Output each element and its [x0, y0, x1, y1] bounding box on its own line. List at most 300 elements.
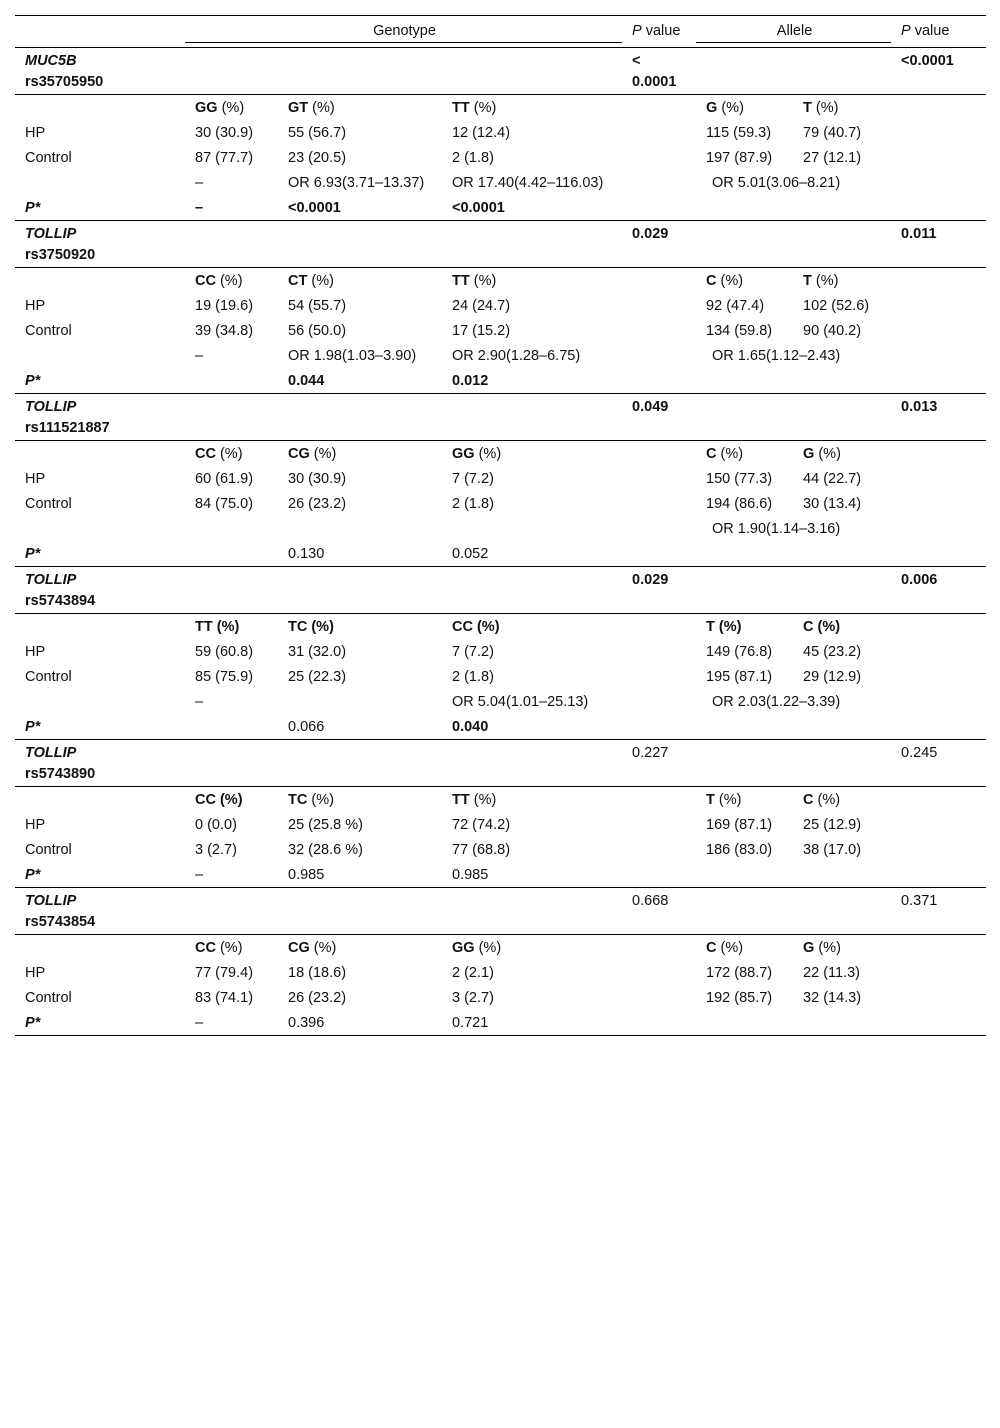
allele-col-1-code: C	[706, 273, 717, 289]
allele-p-value: 0.013	[891, 394, 986, 441]
allele-p-value: 0.006	[891, 567, 986, 614]
or-genotype-3: OR 2.90(1.28–6.75)	[452, 348, 581, 364]
empty-cell	[891, 541, 986, 567]
empty-cell	[442, 394, 622, 441]
empty-cell	[793, 888, 891, 935]
allele-col-2-code: C	[803, 792, 814, 808]
control-label: Control	[25, 669, 72, 685]
hp-row	[15, 466, 986, 491]
allele-col-2-pct: (%)	[813, 792, 841, 808]
p-star-genotype-1	[185, 368, 278, 394]
genotype-col-1-pct: (%)	[217, 100, 245, 116]
empty-cell	[622, 516, 696, 541]
empty-cell	[622, 862, 696, 888]
hp-row	[15, 639, 986, 664]
empty-cell	[185, 48, 278, 95]
empty-cell	[15, 95, 185, 121]
empty-cell	[278, 740, 442, 787]
genotype-value-3: 7 (7.2)	[452, 471, 494, 487]
gene-row	[15, 48, 986, 95]
genotype-col-3	[442, 268, 622, 294]
hp-label: HP	[25, 298, 46, 314]
subheader-row	[15, 441, 986, 467]
empty-cell	[622, 985, 696, 1010]
genotype-value-2: 55 (56.7)	[288, 125, 347, 141]
control-row	[15, 318, 986, 343]
allele-value-2: 38 (17.0)	[803, 842, 862, 858]
empty-cell	[793, 221, 891, 268]
empty-cell	[15, 787, 185, 813]
empty-cell	[891, 95, 986, 121]
allele-col-1-pct: (%)	[716, 940, 744, 956]
control-row	[15, 837, 986, 862]
empty-cell	[278, 567, 442, 614]
allele-value-1: 149 (76.8)	[706, 644, 773, 660]
or-allele: OR 2.03(1.22–3.39)	[712, 694, 841, 710]
genotype-value-1: 83 (74.1)	[195, 990, 254, 1006]
allele-col-2-code: C (%)	[803, 619, 841, 635]
empty-cell	[793, 541, 891, 567]
genotype-col-2-pct: (%)	[308, 100, 335, 116]
genotype-col-3-code: CC (%)	[452, 619, 500, 635]
empty-cell	[696, 862, 793, 888]
hp-row	[15, 293, 986, 318]
empty-cell	[622, 935, 696, 961]
snp-id: rs5743854	[25, 914, 96, 930]
allele-value-1: 197 (87.9)	[706, 150, 773, 166]
subheader-row	[15, 614, 986, 640]
allele-value-1: 92 (47.4)	[706, 298, 765, 314]
empty-cell	[696, 740, 793, 787]
empty-cell	[15, 268, 185, 294]
empty-cell	[891, 639, 986, 664]
genotype-value-2: 56 (50.0)	[288, 323, 347, 339]
allele-p-value: 0.245	[891, 740, 986, 787]
p-star-label: P*	[25, 867, 41, 883]
or-genotype-3	[442, 516, 622, 541]
allele-value-1: 134 (59.8)	[706, 323, 773, 339]
empty-cell	[15, 689, 185, 714]
genotype-value-2: 32 (28.6 %)	[288, 842, 363, 858]
genotype-value-1: 30 (30.9)	[195, 125, 254, 141]
allele-col-1-pct: (%)	[716, 446, 744, 462]
allele-col-2-code: G	[803, 940, 815, 956]
empty-cell	[622, 541, 696, 567]
gene-label	[15, 740, 185, 787]
allele-col-1-code: C	[706, 446, 717, 462]
gene-label	[15, 221, 185, 268]
genotype-col-1-code: CC	[195, 940, 216, 956]
gene-row	[15, 221, 986, 268]
empty-cell	[891, 1010, 986, 1036]
genotype-col-1	[185, 95, 278, 121]
empty-cell	[891, 985, 986, 1010]
genotype-p-value: 0.049	[622, 394, 696, 441]
p-star-genotype-1: –	[185, 1010, 278, 1036]
genotype-col-3	[442, 95, 622, 121]
genotype-col-1-pct: (%)	[215, 273, 243, 289]
empty-cell	[891, 862, 986, 888]
allele-value-2: 29 (12.9)	[803, 669, 862, 685]
p-star-genotype-3: <0.0001	[452, 200, 505, 216]
genotype-col-3-pct: (%)	[469, 273, 497, 289]
snp-id: rs5743894	[25, 593, 96, 609]
p-star-genotype-2: 0.130	[288, 546, 325, 562]
empty-cell	[891, 145, 986, 170]
control-label: Control	[25, 842, 72, 858]
genotype-value-2: 18 (18.6)	[288, 965, 347, 981]
empty-cell	[15, 516, 185, 541]
allele-value-2: 22 (11.3)	[803, 965, 860, 981]
genotype-value-3: 24 (24.7)	[452, 298, 511, 314]
allele-value-2: 79 (40.7)	[803, 125, 862, 141]
empty-cell	[891, 664, 986, 689]
empty-cell	[622, 195, 696, 221]
genotype-col-3-code: GG	[452, 940, 475, 956]
hp-row	[15, 960, 986, 985]
genotype-col-2-code: CG	[288, 940, 310, 956]
empty-cell	[185, 888, 278, 935]
genotype-value-3: 2 (2.1)	[452, 965, 494, 981]
empty-cell	[442, 48, 622, 95]
control-row	[15, 985, 986, 1010]
hp-row	[15, 812, 986, 837]
genotype-col-2-pct: (%)	[307, 792, 334, 808]
allele-p-value: 0.371	[891, 888, 986, 935]
p-star-genotype-1: –	[195, 200, 204, 216]
empty-cell	[185, 740, 278, 787]
allele-value-2: 90 (40.2)	[803, 323, 862, 339]
or-genotype-2	[278, 516, 442, 541]
or-genotype-2	[278, 689, 442, 714]
genotype-col-2-pct: (%)	[309, 446, 337, 462]
genotype-p-value: 0.029	[622, 567, 696, 614]
p-star-genotype-3: 0.040	[452, 719, 489, 735]
empty-cell	[696, 1010, 793, 1036]
control-label: Control	[25, 323, 72, 339]
empty-cell	[622, 714, 696, 740]
empty-cell	[185, 567, 278, 614]
empty-cell	[696, 567, 793, 614]
allele-col-1	[696, 787, 793, 813]
odds-ratio-row	[15, 343, 986, 368]
empty-cell	[696, 195, 793, 221]
snp-id: rs35705950	[25, 74, 104, 90]
allele-header: Allele	[696, 16, 891, 43]
allele-col-1	[696, 95, 793, 121]
empty-cell	[622, 787, 696, 813]
empty-cell	[696, 368, 793, 394]
genotype-value-3: 12 (12.4)	[452, 125, 511, 141]
p-star-label: P*	[25, 719, 41, 735]
allele-col-1-code: T (%)	[706, 619, 742, 635]
allele-col-2	[793, 935, 891, 961]
p-star-row	[15, 195, 986, 221]
genotype-col-3-pct: (%)	[469, 792, 497, 808]
empty-cell	[15, 614, 185, 640]
genotype-col-1	[185, 268, 278, 294]
empty-cell	[891, 812, 986, 837]
allele-col-2	[793, 95, 891, 121]
empty-cell	[622, 689, 696, 714]
allele-col-1	[696, 441, 793, 467]
empty-cell	[622, 491, 696, 516]
control-row	[15, 664, 986, 689]
genotype-col-2-code: TC (%)	[288, 619, 334, 635]
genotype-value-1: 77 (79.4)	[195, 965, 254, 981]
genotype-col-3	[442, 787, 622, 813]
genotype-value-1: 59 (60.8)	[195, 644, 254, 660]
allele-p-value-header: P value	[891, 16, 986, 43]
empty-cell	[891, 293, 986, 318]
allele-value-2: 32 (14.3)	[803, 990, 862, 1006]
empty-cell	[442, 740, 622, 787]
empty-cell	[891, 837, 986, 862]
p-star-genotype-3: 0.985	[452, 867, 489, 883]
genotype-col-1-code: GG	[195, 100, 218, 116]
header-row	[15, 16, 986, 43]
genotype-col-2-code: CT	[288, 273, 308, 289]
p-star-row	[15, 862, 986, 888]
p-star-row	[15, 714, 986, 740]
or-genotype-1	[185, 516, 278, 541]
empty-cell	[622, 664, 696, 689]
empty-cell	[622, 95, 696, 121]
genotype-value-3: 2 (1.8)	[452, 496, 494, 512]
empty-cell	[622, 960, 696, 985]
gene-row	[15, 740, 986, 787]
allele-col-2-code: T	[803, 273, 812, 289]
genotype-col-1	[185, 441, 278, 467]
empty-cell	[793, 394, 891, 441]
genotype-col-1-code: CC	[195, 446, 216, 462]
empty-cell	[793, 714, 891, 740]
genotype-value-1: 39 (34.8)	[195, 323, 254, 339]
allele-p-value: 0.011	[891, 221, 986, 268]
empty-cell	[622, 837, 696, 862]
gene-name: TOLLIP	[25, 399, 77, 415]
genotype-col-3-pct: (%)	[469, 100, 497, 116]
hp-row	[15, 120, 986, 145]
p-star-genotype-3: 0.052	[452, 546, 489, 562]
empty-cell	[891, 441, 986, 467]
genotype-col-2-code: GT	[288, 100, 309, 116]
allele-col-2-pct: (%)	[814, 446, 841, 462]
genotype-col-1-pct: (%)	[215, 940, 243, 956]
empty-cell	[278, 394, 442, 441]
genotype-col-1	[185, 787, 278, 813]
hp-label: HP	[25, 644, 46, 660]
p-star-genotype-1	[185, 541, 278, 567]
odds-ratio-row	[15, 170, 986, 195]
empty-cell	[793, 862, 891, 888]
genotype-col-2	[278, 935, 442, 961]
allele-value-1: 186 (83.0)	[706, 842, 773, 858]
p-star-genotype-2: 0.044	[288, 373, 325, 389]
subheader-row	[15, 935, 986, 961]
genotype-value-3: 7 (7.2)	[452, 644, 494, 660]
genotype-value-2: 30 (30.9)	[288, 471, 347, 487]
empty-cell	[622, 120, 696, 145]
gene-name: TOLLIP	[25, 226, 77, 242]
genotype-value-1: 84 (75.0)	[195, 496, 254, 512]
snp-id: rs5743890	[25, 766, 96, 782]
gene-label	[15, 888, 185, 935]
genotype-value-3: 17 (15.2)	[452, 323, 511, 339]
empty-cell	[891, 368, 986, 394]
empty-cell	[442, 888, 622, 935]
allele-value-1: 115 (59.3)	[706, 125, 772, 141]
allele-value-1: 172 (88.7)	[706, 965, 773, 981]
genotype-value-3: 77 (68.8)	[452, 842, 511, 858]
empty-cell	[442, 567, 622, 614]
genotype-col-1-code: TT (%)	[195, 619, 240, 635]
allele-value-1: 169 (87.1)	[706, 817, 773, 833]
p-star-label: P*	[25, 373, 41, 389]
genotype-allele-table	[15, 15, 986, 1036]
empty-cell	[622, 368, 696, 394]
empty-cell	[622, 268, 696, 294]
or-allele: OR 1.90(1.14–3.16)	[712, 521, 841, 537]
empty-cell	[793, 740, 891, 787]
p-star-genotype-2: 0.985	[288, 867, 325, 883]
allele-col-1	[696, 935, 793, 961]
genotype-value-2: 25 (25.8 %)	[288, 817, 363, 833]
genotype-col-3	[442, 935, 622, 961]
allele-col-2-code: T	[803, 100, 812, 116]
genotype-col-2	[278, 95, 442, 121]
genotype-p-value: 0.029	[622, 221, 696, 268]
allele-col-1	[696, 268, 793, 294]
genotype-p-value-header: P value	[622, 16, 696, 43]
genotype-value-2: 25 (22.3)	[288, 669, 347, 685]
empty-cell	[622, 318, 696, 343]
snp-id: rs3750920	[25, 247, 96, 263]
genotype-col-2	[278, 787, 442, 813]
or-genotype-3: OR 17.40(4.42–116.03)	[452, 175, 604, 191]
p-star-genotype-2: <0.0001	[288, 200, 341, 216]
allele-col-2	[793, 614, 891, 640]
genotype-col-2	[278, 614, 442, 640]
subheader-row	[15, 787, 986, 813]
allele-col-1-code: T	[706, 792, 715, 808]
p-star-genotype-1: –	[195, 867, 204, 883]
hp-label: HP	[25, 965, 46, 981]
empty-cell	[622, 145, 696, 170]
odds-ratio-row	[15, 689, 986, 714]
empty-cell	[696, 888, 793, 935]
empty-cell	[622, 614, 696, 640]
hp-label: HP	[25, 125, 46, 141]
empty-cell	[891, 960, 986, 985]
genotype-value-2: 26 (23.2)	[288, 990, 347, 1006]
allele-value-1: 150 (77.3)	[706, 471, 773, 487]
empty-cell	[891, 268, 986, 294]
empty-cell	[793, 195, 891, 221]
empty-cell	[696, 714, 793, 740]
empty-cell	[442, 221, 622, 268]
genotype-col-1-code: CC (%)	[195, 792, 243, 808]
allele-value-2: 102 (52.6)	[803, 298, 870, 314]
allele-col-2-code: G	[803, 446, 815, 462]
empty-cell	[622, 293, 696, 318]
genotype-value-3: 72 (74.2)	[452, 817, 511, 833]
p-star-row	[15, 541, 986, 567]
allele-col-2	[793, 787, 891, 813]
or-allele: OR 5.01(3.06–8.21)	[712, 175, 841, 191]
empty-cell	[891, 195, 986, 221]
empty-cell	[891, 318, 986, 343]
genotype-col-3-code: TT	[452, 273, 470, 289]
hp-label: HP	[25, 817, 46, 833]
genotype-col-3	[442, 614, 622, 640]
or-genotype-1: –	[195, 175, 204, 191]
allele-col-1-code: C	[706, 940, 717, 956]
empty-cell	[15, 170, 185, 195]
subheader-row	[15, 268, 986, 294]
genotype-header: Genotype	[185, 16, 622, 43]
gene-row	[15, 888, 986, 935]
genotype-col-2-code: TC	[288, 792, 308, 808]
genotype-col-1-pct: (%)	[215, 446, 243, 462]
empty-cell	[891, 787, 986, 813]
genotype-col-3-code: GG	[452, 446, 475, 462]
allele-col-1	[696, 614, 793, 640]
p-star-genotype-2: 0.396	[278, 1010, 442, 1036]
genotype-p-value: 0.227	[622, 740, 696, 787]
genotype-col-3-pct: (%)	[474, 940, 502, 956]
p-star-genotype-3: 0.012	[452, 373, 489, 389]
or-genotype-3: OR 5.04(1.01–25.13)	[452, 694, 589, 710]
empty-cell	[622, 812, 696, 837]
p-star-label: P*	[15, 1010, 185, 1036]
empty-cell	[891, 120, 986, 145]
or-genotype-1: –	[195, 694, 204, 710]
genotype-value-2: 31 (32.0)	[288, 644, 347, 660]
subheader-row	[15, 95, 986, 121]
genotype-col-2	[278, 268, 442, 294]
genotype-value-1: 60 (61.9)	[195, 471, 254, 487]
allele-col-1-pct: (%)	[717, 100, 744, 116]
control-label: Control	[25, 150, 72, 166]
gene-name: TOLLIP	[25, 745, 77, 761]
gene-name: TOLLIP	[25, 893, 77, 909]
empty-cell	[15, 441, 185, 467]
genotype-value-1: 87 (77.7)	[195, 150, 254, 166]
allele-value-2: 27 (12.1)	[803, 150, 862, 166]
control-row	[15, 145, 986, 170]
empty-cell	[15, 935, 185, 961]
allele-value-2: 30 (13.4)	[803, 496, 862, 512]
genotype-value-2: 26 (23.2)	[288, 496, 347, 512]
or-allele: OR 1.65(1.12–2.43)	[712, 348, 841, 364]
empty-cell	[696, 541, 793, 567]
p-star-genotype-3: 0.721	[442, 1010, 622, 1036]
genotype-p-value: < 0.0001	[622, 48, 696, 95]
allele-col-1-pct: (%)	[714, 792, 742, 808]
allele-col-1-pct: (%)	[716, 273, 744, 289]
allele-value-1: 192 (85.7)	[706, 990, 773, 1006]
snp-id: rs111521887	[25, 420, 110, 436]
genotype-value-3: 2 (1.8)	[452, 150, 494, 166]
empty-cell	[793, 48, 891, 95]
empty-cell	[891, 614, 986, 640]
genotype-value-2: 54 (55.7)	[288, 298, 347, 314]
allele-value-2: 44 (22.7)	[803, 471, 862, 487]
empty-cell	[15, 343, 185, 368]
control-label: Control	[25, 496, 72, 512]
empty-cell	[793, 1010, 891, 1036]
